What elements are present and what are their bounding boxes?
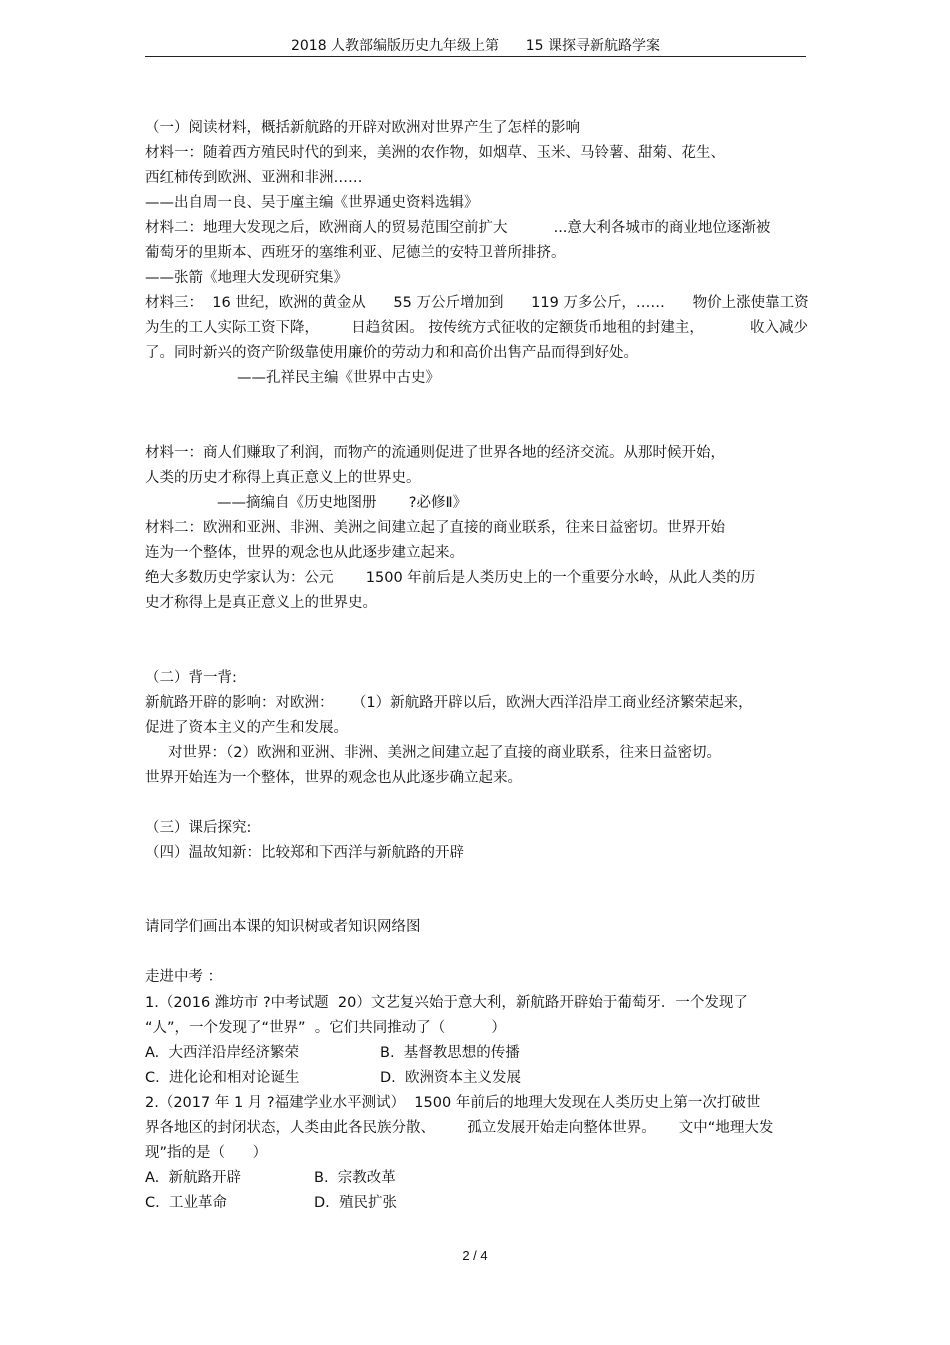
header-divider	[145, 56, 806, 57]
answer-material-one-line-1: 材料一：商人们赚取了利润，而物产的流通则促进了世界各地的经济交流。从那时候开始，	[145, 445, 725, 461]
question-2-line-2: 界各地区的封闭状态，人类由此各民族分散、 孤立发展开始走向整体世界。 文中“地理大发	[145, 1120, 774, 1136]
impact-world-line-2: 世界开始连为一个整体，世界的观念也从此逐步确立起来。	[145, 770, 522, 786]
impact-world-line-1: 对世界：（2）欧洲和亚洲、非洲、美洲之间建立起了直接的商业联系，往来日益密切。	[168, 745, 721, 761]
question-1-option-c: C. 进化论和相对论诞生	[145, 1070, 300, 1086]
answer-material-two-line-2: 连为一个整体，世界的观念也从此逐步建立起来。	[145, 545, 464, 561]
impact-europe-line-2: 促进了资本主义的产生和发展。	[145, 720, 348, 736]
material-three-source: ——孔祥民主编《世界中古史》	[237, 370, 440, 386]
material-three-line-2: 为生的工人实际工资下降， 日趋贫困。 按传统方式征收的定额货币地租的封建主， 收入减少	[145, 320, 808, 336]
impact-europe-line-1: 新航路开辟的影响：对欧洲： （1）新航路开辟以后，欧洲大西洋沿岸工商业经济繁荣起来，	[145, 695, 753, 711]
material-two-line-2: 葡萄牙的里斯本、西班牙的塞维利亚、尼德兰的安特卫普所排挤。	[145, 245, 566, 261]
section-four-heading: （四）温故知新：比较郑和下西洋与新航路的开辟	[145, 845, 464, 861]
material-one-source: ——出自周一良、吴于廑主编《世界通史资料选辑》	[145, 195, 479, 211]
question-1-option-d: D. 欧洲资本主义发展	[380, 1070, 521, 1086]
answer-material-one-line-2: 人类的历史才称得上真正意义上的世界史。	[145, 470, 421, 486]
material-two-source: ——张箭《地理大发现研究集》	[145, 270, 348, 286]
question-1-option-a: A. 大西洋沿岸经济繁荣	[145, 1045, 299, 1061]
section-one-heading: （一）阅读材料，概括新航路的开辟对欧洲对世界产生了怎样的影响	[145, 120, 580, 136]
material-one-line-1: 材料一：随着西方殖民时代的到来，美洲的农作物，如烟草、玉米、马铃薯、甜菊、花生、	[145, 145, 725, 161]
section-three-heading: （三）课后探究:	[145, 820, 252, 836]
question-1-line-2: “人”，一个发现了“世界” 。它们共同推动了（ ）	[145, 1020, 506, 1036]
question-2-option-b: B. 宗教改革	[314, 1170, 396, 1186]
material-two-line-1: 材料二：地理大发现之后，欧洲商人的贸易范围空前扩大 ...意大利各城市的商业地位逐渐被	[145, 220, 771, 236]
knowledge-tree-instruction: 请同学们画出本课的知识树或者知识网络图	[145, 919, 421, 935]
historians-view-line-1: 绝大多数历史学家认为：公元 1500 年前后是人类历史上的一个重要分水岭，从此人类的历	[145, 570, 756, 586]
material-three-line-3: 了。同时新兴的资产阶级靠使用廉价的劳动力和和高价出售产品而得到好处。	[145, 345, 638, 361]
question-1-line-1: 1.（2016 潍坊市 ?中考试题 20）文艺复兴始于意大利，新航路开辟始于葡萄牙．一个发现了	[145, 995, 748, 1011]
page-number: 2 / 4	[462, 1248, 488, 1263]
question-2-line-3: 现”指的是（ ）	[145, 1145, 268, 1161]
answer-material-two-line-1: 材料二：欧洲和亚洲、非洲、美洲之间建立起了直接的商业联系，往来日益密切。世界开始	[145, 520, 725, 536]
page-header: 2018 人教部编版历史九年级上第 15 课探寻新航路学案	[290, 38, 661, 54]
question-2-option-d: D. 殖民扩张	[314, 1195, 397, 1211]
exam-section-heading: 走进中考 ：	[145, 969, 223, 985]
question-2-option-c: C. 工业革命	[145, 1195, 227, 1211]
section-two-heading: （二）背一背:	[145, 670, 237, 686]
question-2-line-1: 2.（2017 年 1 月 ?福建学业水平测试） 1500 年前后的地理大发现在人类历史上第一次打破世	[145, 1095, 761, 1111]
material-one-line-2: 西红柿传到欧洲、亚洲和非洲……	[145, 170, 363, 186]
question-2-option-a: A. 新航路开辟	[145, 1170, 241, 1186]
question-1-option-b: B. 基督教思想的传播	[380, 1045, 520, 1061]
answer-material-one-source: ——摘编自《历史地图册 ?必修Ⅱ》	[217, 495, 468, 511]
material-three-line-1: 材料三： 16 世纪，欧洲的黄金从 55 万公斤增加到 119 万多公斤，…… 物价上涨使靠工资	[145, 295, 809, 311]
historians-view-line-2: 史才称得上是真正意义上的世界史。	[145, 595, 377, 611]
